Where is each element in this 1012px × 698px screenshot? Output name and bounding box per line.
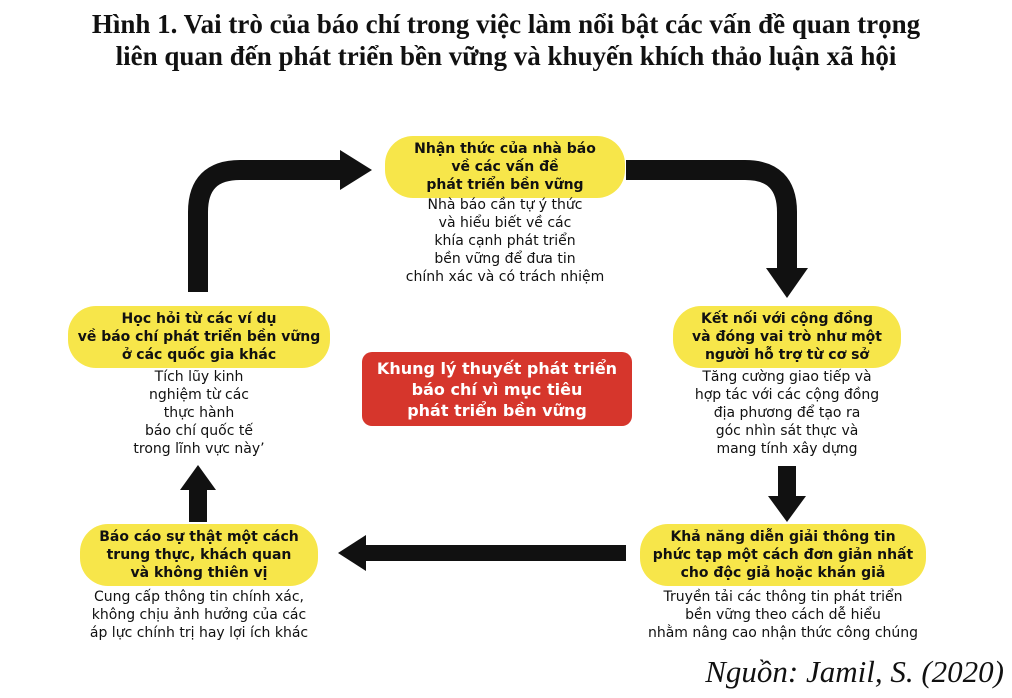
node-community-desc-line: địa phương để tạo ra: [713, 405, 861, 421]
node-awareness-title-line: phát triển bền vững: [426, 177, 584, 193]
node-interpret-title-line: phức tạp một cách đơn giản nhất: [652, 547, 914, 563]
node-report-desc-line: Cung cấp thông tin chính xác,: [94, 589, 304, 605]
node-report-title-line: và không thiên vị: [130, 565, 268, 581]
node-awareness-title: [385, 136, 625, 198]
node-learn-title-line: ở các quốc gia khác: [121, 347, 277, 363]
node-report-desc-line: không chịu ảnh hưởng của các: [91, 607, 307, 623]
node-interpret-desc: [628, 588, 938, 642]
node-interpret-title: [640, 524, 926, 586]
node-learn-desc-line: nghiệm từ các: [148, 387, 249, 403]
title-line-2: liên quan đến phát triển bền vững và khuyến khích thảo luận xã hội: [115, 41, 897, 71]
arrowhead-report-to-learn: [180, 465, 216, 490]
node-report-title-line: trung thực, khách quan: [106, 547, 292, 563]
node-community-desc-line: mang tính xây dựng: [716, 441, 858, 457]
node-awareness-desc: [385, 196, 625, 286]
node-report-title-line: Báo cáo sự thật một cách: [99, 529, 299, 545]
arrowhead-interpret-to-report: [338, 535, 366, 571]
node-community-desc: [667, 368, 907, 458]
node-awareness-title-line: Nhận thức của nhà báo: [414, 141, 596, 157]
node-interpret-desc-line: Truyền tải các thông tin phát triển: [663, 589, 903, 605]
node-awareness-desc-line: chính xác và có trách nhiệm: [405, 269, 605, 285]
node-awareness-title-line: về các vấn đề: [451, 159, 559, 175]
node-learn-desc-line: thực hành: [163, 405, 235, 421]
arrowhead-community-to-interpret: [768, 496, 806, 522]
node-learn-desc: [99, 368, 299, 458]
node-community-desc-line: hợp tác với các cộng đồng: [694, 387, 880, 403]
node-community-desc-line: góc nhìn sát thực và: [715, 423, 859, 439]
node-interpret-title-line: cho độc giả hoặc khán giả: [680, 565, 886, 581]
arrow-awareness-to-community: [626, 170, 787, 272]
center-label-line: Khung lý thuyết phát triển: [376, 358, 618, 378]
node-report-desc: [64, 588, 334, 642]
node-learn-title: [68, 306, 330, 368]
node-awareness-desc-line: khía cạnh phát triển: [434, 233, 576, 249]
node-interpret-desc-line: nhằm nâng cao nhận thức công chúng: [647, 625, 919, 641]
node-interpret-desc-line: bền vững theo cách dễ hiểu: [685, 607, 881, 623]
node-learn-desc-line: trong lĩnh vực này’: [133, 441, 265, 457]
node-community-title-line: và đóng vai trò như một: [692, 329, 882, 345]
node-interpret-title-line: Khả năng diễn giải thông tin: [670, 529, 896, 545]
center-label-line: báo chí vì mục tiêu: [411, 379, 583, 399]
node-community-title: [673, 306, 901, 368]
node-awareness-desc-line: và hiểu biết về các: [438, 215, 572, 231]
node-awareness-desc-line: bền vững để đưa tin: [434, 251, 576, 267]
source-citation: Nguồn: Jamil, S. (2020): [705, 654, 1004, 689]
title-line-1: Hình 1. Vai trò của báo chí trong việc làm nổi bật các vấn đề quan trọng: [91, 9, 921, 39]
node-report-title: [80, 524, 318, 586]
arrowhead-learn-to-awareness: [340, 150, 372, 190]
node-learn-desc-line: báo chí quốc tế: [145, 423, 253, 439]
node-learn-title-line: về báo chí phát triển bền vững: [77, 329, 321, 345]
node-report-desc-line: áp lực chính trị hay lợi ích khác: [89, 625, 309, 641]
node-community-title-line: Kết nối với cộng đồng: [701, 311, 873, 327]
node-community-title-line: người hỗ trợ từ cơ sở: [704, 347, 870, 363]
center-label-line: phát triển bền vững: [407, 400, 587, 420]
center-framework-box: [362, 352, 632, 426]
arrowhead-awareness-to-community: [766, 268, 808, 298]
node-awareness-desc-line: Nhà báo cần tự ý thức: [427, 197, 583, 213]
node-learn-desc-line: Tích lũy kinh: [154, 369, 244, 385]
node-community-desc-line: Tăng cường giao tiếp và: [702, 369, 872, 385]
arrow-learn-to-awareness: [198, 170, 345, 292]
node-learn-title-line: Học hỏi từ các ví dụ: [121, 311, 277, 327]
